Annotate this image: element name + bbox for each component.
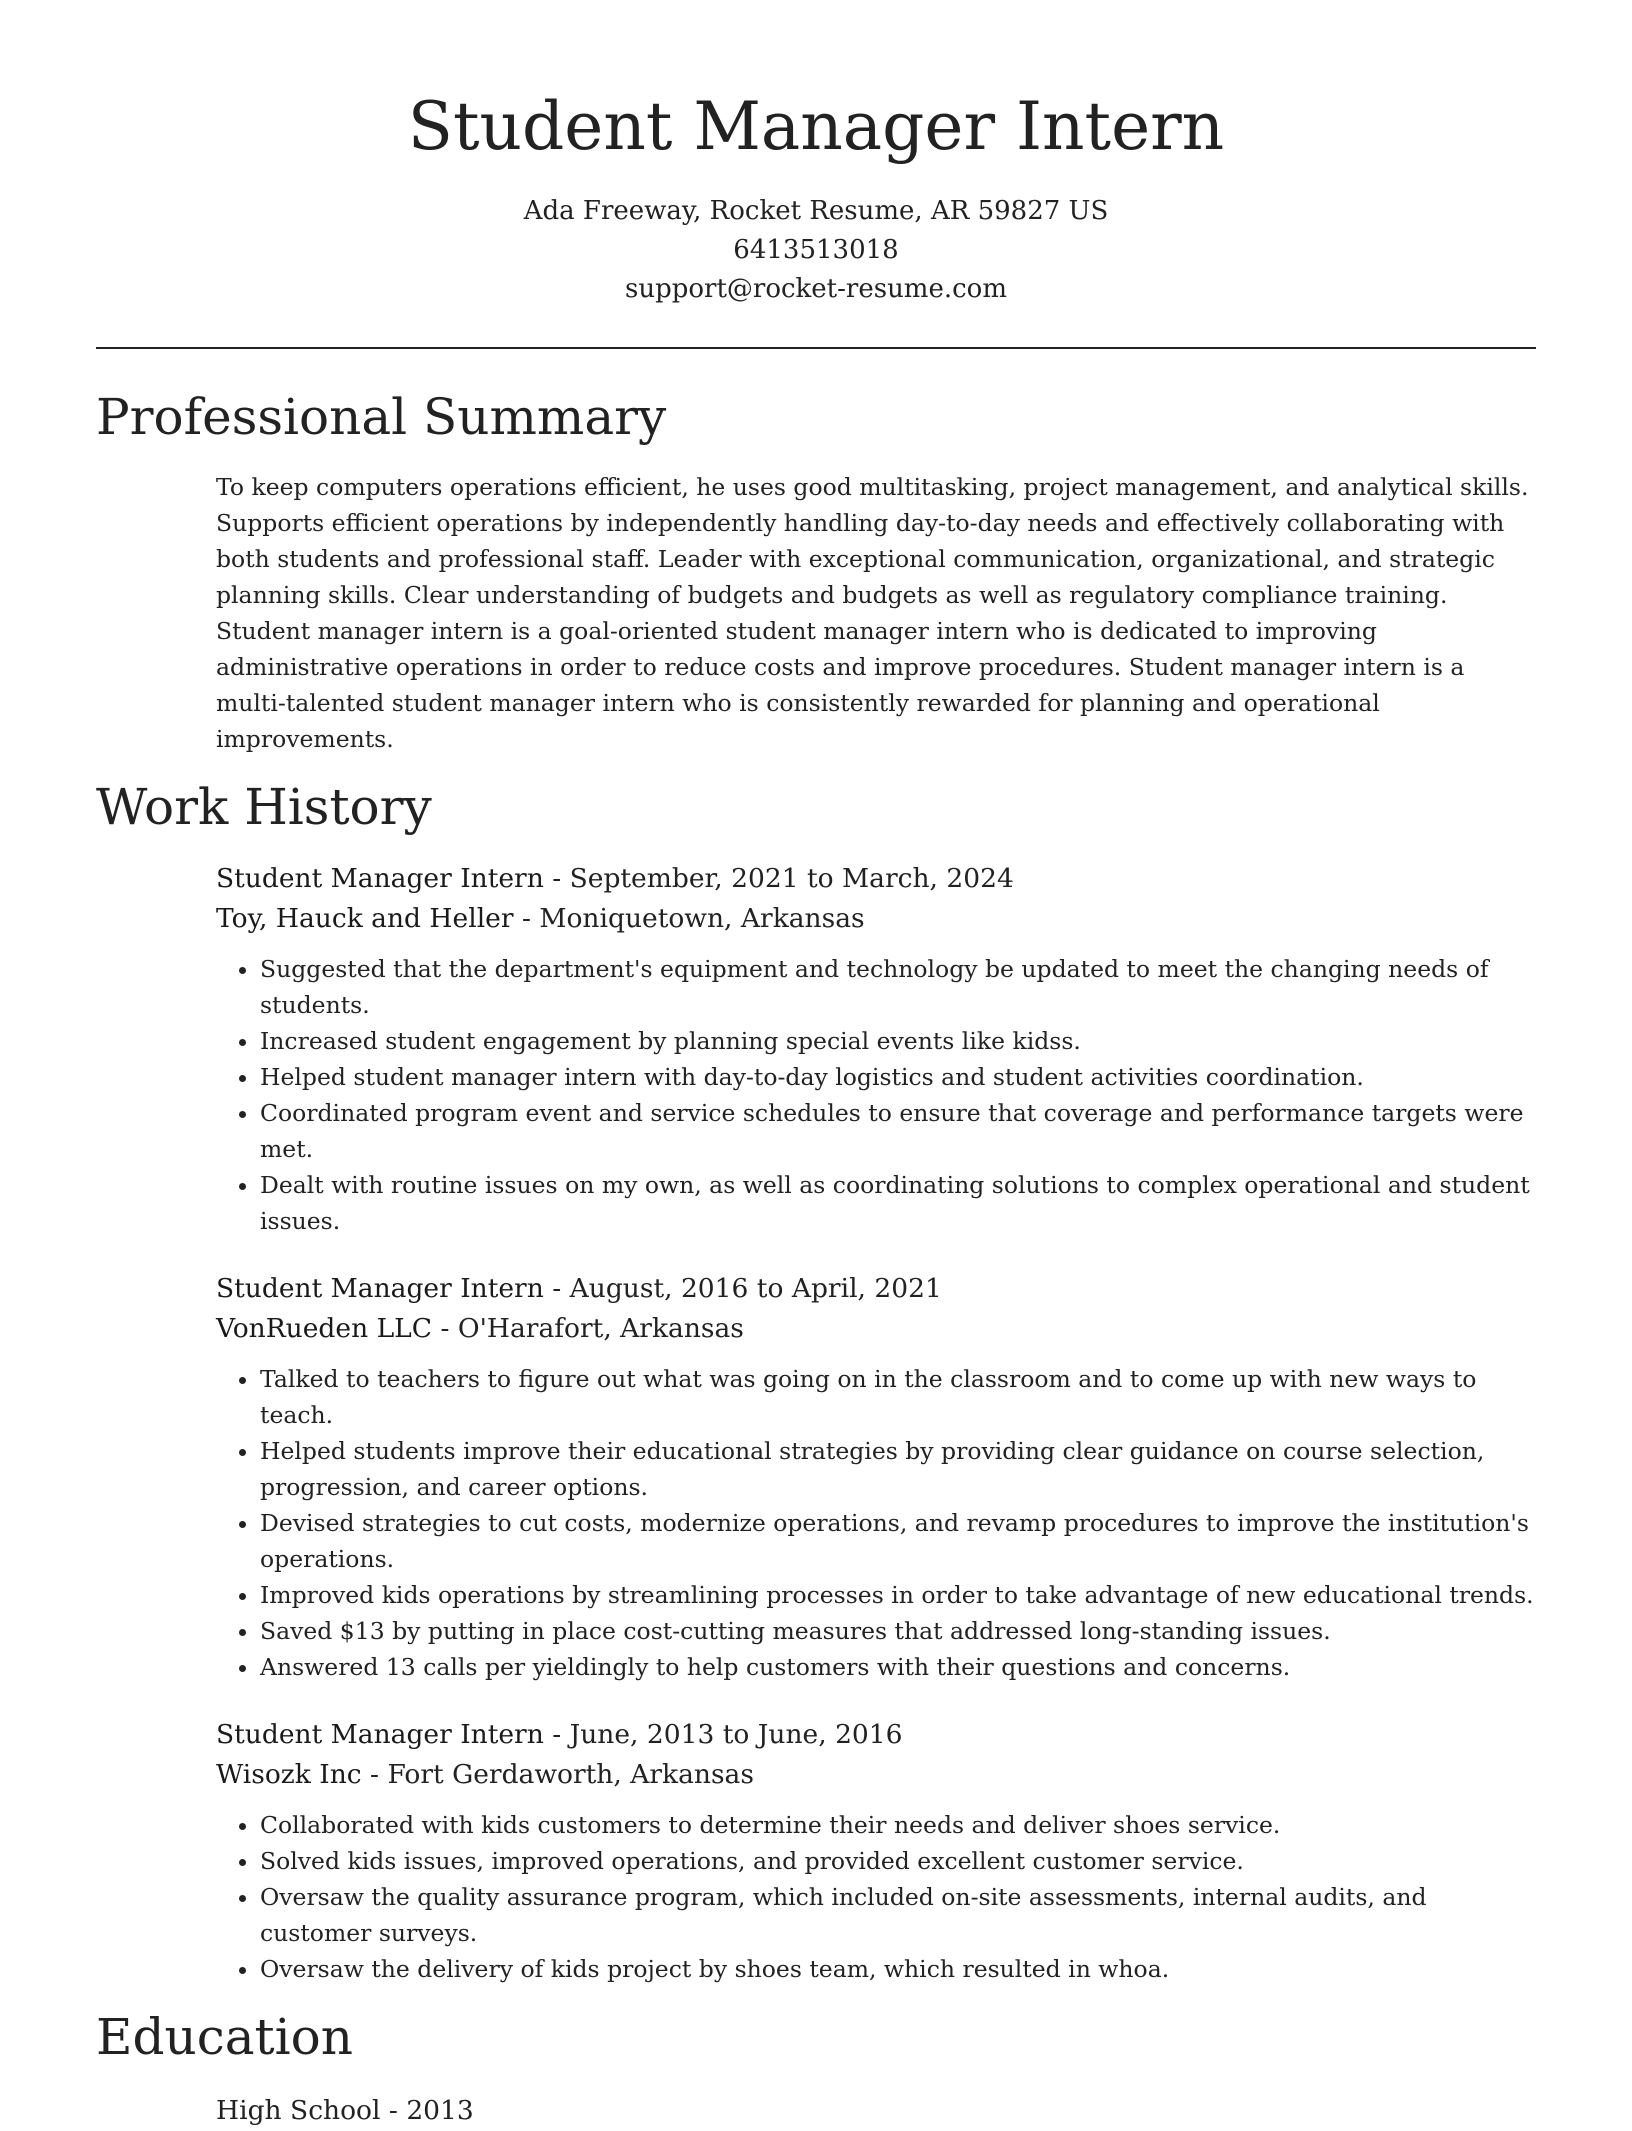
job-company: VonRueden LLC — [216, 1313, 433, 1344]
bullet-item: • Helped student manager intern with day-to-day logistics and student activities coordination. — [260, 1059, 1536, 1095]
education-degree: High School — [216, 2095, 381, 2126]
bullet-item: • Talked to teachers to figure out what was going on in the classroom and to come up with new ways to teach. — [260, 1361, 1536, 1433]
bullet-item: • Improved kids operations by streamlining processes in order to take advantage of new educational trends. — [260, 1577, 1536, 1613]
job-company-line — [216, 1309, 1536, 1349]
bullet-item: • Oversaw the delivery of kids project by shoes team, which resulted in whoa. — [260, 1951, 1536, 1987]
education-year: 2013 — [406, 2095, 474, 2126]
job-location: Moniquetown, Arkansas — [539, 903, 865, 934]
job-dates: June, 2013 to June, 2016 — [569, 1719, 903, 1750]
education-entry — [216, 2091, 1536, 2131]
bullet-item: • Helped students improve their educational strategies by providing clear guidance on course selection, progression, and career options. — [260, 1433, 1536, 1505]
separator: - — [513, 903, 540, 934]
header-divider — [96, 347, 1536, 349]
bullet-item: • Increased student engagement by planning special events like kidss. — [260, 1023, 1536, 1059]
job-title-line — [216, 1715, 1536, 1755]
education-section — [96, 2005, 1536, 2131]
job-company: Toy, Hauck and Heller — [216, 903, 514, 934]
job-location: O'Harafort, Arkansas — [457, 1313, 744, 1344]
separator: - — [543, 1273, 570, 1304]
job-bullets — [216, 1807, 1536, 1987]
bullet-item: • Saved $13 by putting in place cost-cutting measures that addressed long-standing issues. — [260, 1613, 1536, 1649]
bullet-item: • Coordinated program event and service schedules to ensure that coverage and performance targets were met. — [260, 1095, 1536, 1167]
job-dates: September, 2021 to March, 2024 — [569, 863, 1014, 894]
job-bullets — [216, 951, 1536, 1239]
job-entry — [216, 1715, 1536, 1987]
separator: - — [543, 863, 570, 894]
phone-number: 6413513018 — [733, 235, 899, 265]
bullet-item: • Answered 13 calls per yieldingly to help customers with their questions and concerns. — [260, 1649, 1536, 1685]
section-title-summary: Professional Summary — [96, 388, 667, 446]
job-title-line — [216, 1269, 1536, 1309]
work-history-section — [96, 775, 1536, 1987]
bullet-item: • Dealt with routine issues on my own, as well as coordinating solutions to complex operational and student issues. — [260, 1167, 1536, 1239]
job-company-line — [216, 1755, 1536, 1795]
job-entry — [216, 1269, 1536, 1685]
address: Ada Freeway, Rocket Resume, AR 59827 US — [523, 196, 1109, 226]
email-address: support@rocket-resume.com — [624, 274, 1007, 304]
separator: - — [380, 2095, 407, 2126]
bullet-item: • Devised strategies to cut costs, modernize operations, and revamp procedures to improve the institution's operations. — [260, 1505, 1536, 1577]
job-title-line — [216, 859, 1536, 899]
bullet-item: • Oversaw the quality assurance program, which included on-site assessments, internal audits, and customer surveys. — [260, 1879, 1536, 1951]
job-role: Student Manager Intern — [216, 1273, 544, 1304]
resume-header — [96, 0, 1536, 309]
contact-block — [96, 192, 1536, 309]
separator: - — [543, 1719, 570, 1750]
section-title-education: Education — [96, 2008, 353, 2066]
separator: - — [361, 1759, 388, 1790]
section-title-work-history: Work History — [96, 778, 432, 836]
bullet-item: • Suggested that the department's equipment and technology be updated to meet the changing needs of students. — [260, 951, 1536, 1023]
bullet-item: • Solved kids issues, improved operations, and provided excellent customer service. — [260, 1843, 1536, 1879]
separator: - — [432, 1313, 458, 1344]
job-dates: August, 2016 to April, 2021 — [569, 1273, 942, 1304]
summary-text: To keep computers operations efficient, he uses good multitasking, project management, and analytical skills. Supports efficient operations by independently handling day-to-day needs and effectively collaborating with both students and professional staff. Leader with exceptional communication, organizational, and strategic planning skills. Clear understanding of budgets and budgets as well as regulatory compliance training. Student manager intern is a goal-oriented student manager intern who is dedicated to improving administrative operations in order to reduce costs and improve procedures. Student manager intern is a multi-talented student manager intern who is consistently rewarded for planning and operational improvements. — [216, 473, 1529, 753]
bullet-item: • Collaborated with kids customers to determine their needs and deliver shoes service. — [260, 1807, 1536, 1843]
job-company-line — [216, 899, 1536, 939]
job-role: Student Manager Intern — [216, 1719, 544, 1750]
job-company: Wisozk Inc — [216, 1759, 362, 1790]
job-role: Student Manager Intern — [216, 863, 544, 894]
professional-summary-section — [96, 385, 1536, 757]
job-entry — [216, 859, 1536, 1239]
candidate-name: Student Manager Intern — [407, 88, 1225, 165]
job-location: Fort Gerdaworth, Arkansas — [387, 1759, 754, 1790]
job-bullets — [216, 1361, 1536, 1685]
